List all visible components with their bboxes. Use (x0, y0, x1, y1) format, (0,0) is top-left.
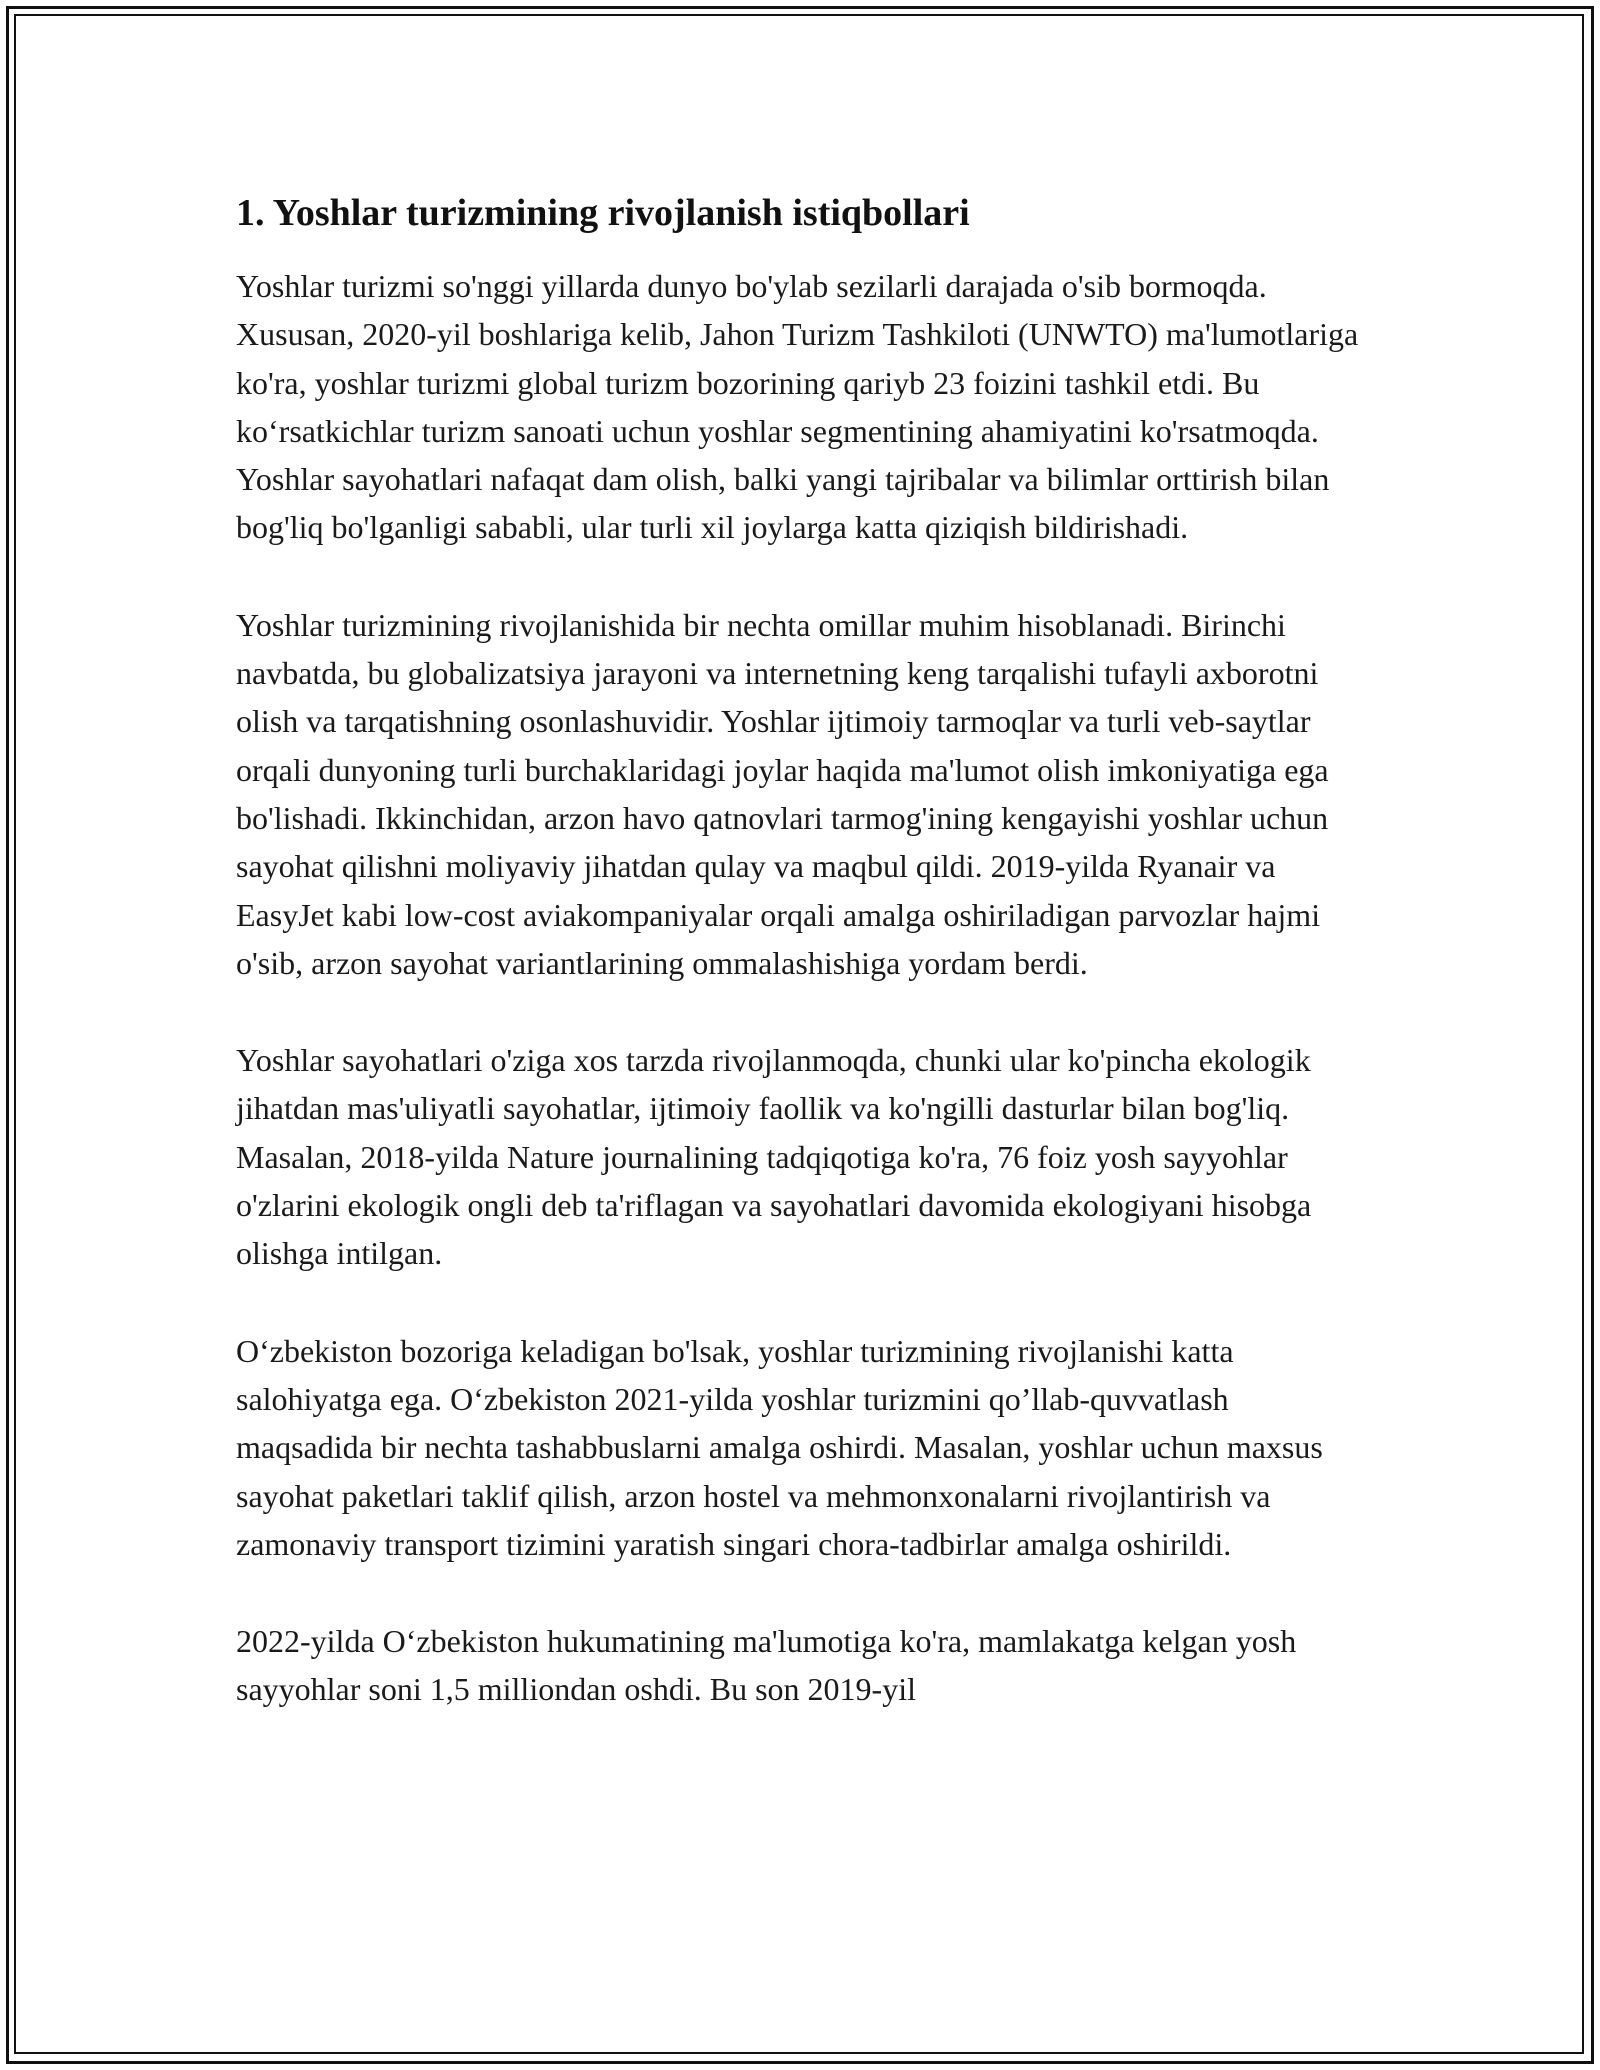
paragraph-development-factors: Yoshlar turizmining rivojlanishida bir nechta omillar muhim hisoblanadi. Birinchi navbatda, bu globalizatsiya jarayoni va internetning keng tarqalishi tufayli axborotni olish va tarqatishning osonlashuvidir. Yoshlar ijtimoiy tarmoqlar va turli veb-saytlar orqali dunyoning turli burchaklaridagi joylar haqida ma'lumot olish imkoniyatiga ega bo'lishadi. Ikkinchidan, arzon havo qatnovlari tarmog'ining kengayishi yoshlar uchun sayohat qilishni moliyaviy jihatdan qulay va maqbul qildi. 2019-yilda Ryanair va EasyJet kabi low-cost aviakompaniyalar orqali amalga oshiriladigan parvozlar hajmi o'sib, arzon sayohat variantlarining ommalashishiga yordam berdi. (236, 606, 1329, 981)
section-heading: 1. Yoshlar turizmining rivojlanish istiqbollari (236, 192, 970, 234)
paragraph-eco-responsible-travel: Yoshlar sayohatlari o'ziga xos tarzda rivojlanmoqda, chunki ular ko'pincha ekologik jihatdan mas'uliyatli sayohatlar, ijtimoiy faollik va ko'ngilli dasturlar bilan bog'liq. Masalan, 2018-yilda Nature journalining tadqiqotiga ko'ra, 76 foiz yosh sayyohlar o'zlarini ekologik ongli deb ta'riflagan va sayohatlari davomida ekologiyani hisobga olishga intilgan. (236, 1042, 1312, 1272)
paragraph-youth-tourism-growth: Yoshlar turizmi so'nggi yillarda dunyo bo'ylab sezilarli darajada o'sib bormoqda. Xususan, 2020-yil boshlariga kelib, Jahon Turizm Tashkiloti (UNWTO) ma'lumotlariga ko'ra, yoshlar turizmi global turizm bozorining qariyb 23 foizini tashkil etdi. Bu ko‘rsatkichlar turizm sanoati uchun yoshlar segmentining ahamiyatini ko'rsatmoqda. Yoshlar sayohatlari nafaqat dam olish, balki yangi tajribalar va bilimlar orttirish bilan bog'liq bo'lganligi sababli, ular turli xil joylarga katta qiziqish bildirishadi. (236, 268, 1359, 546)
paragraph-uzbekistan-market: O‘zbekiston bozoriga keladigan bo'lsak, yoshlar turizmining rivojlanishi katta salohiyatga ega. O‘zbekiston 2021-yilda yoshlar turizmini qo’llab-quvvatlash maqsadida bir nechta tashabbuslarni amalga oshirdi. Masalan, yoshlar uchun maxsus sayohat paketlari taklif qilish, arzon hostel va mehmonxonalarni rivojlantirish va zamonaviy transport tizimini yaratish singari chora-tadbirlar amalga oshirildi. (236, 1332, 1323, 1562)
document-body (236, 182, 1366, 1714)
paragraph-2022-statistics: 2022-yilda O‘zbekiston hukumatining ma'lumotiga ko'ra, mamlakatga kelgan yosh sayyohlar soni 1,5 milliondan oshdi. Bu son 2019-yil (236, 1623, 1297, 1708)
